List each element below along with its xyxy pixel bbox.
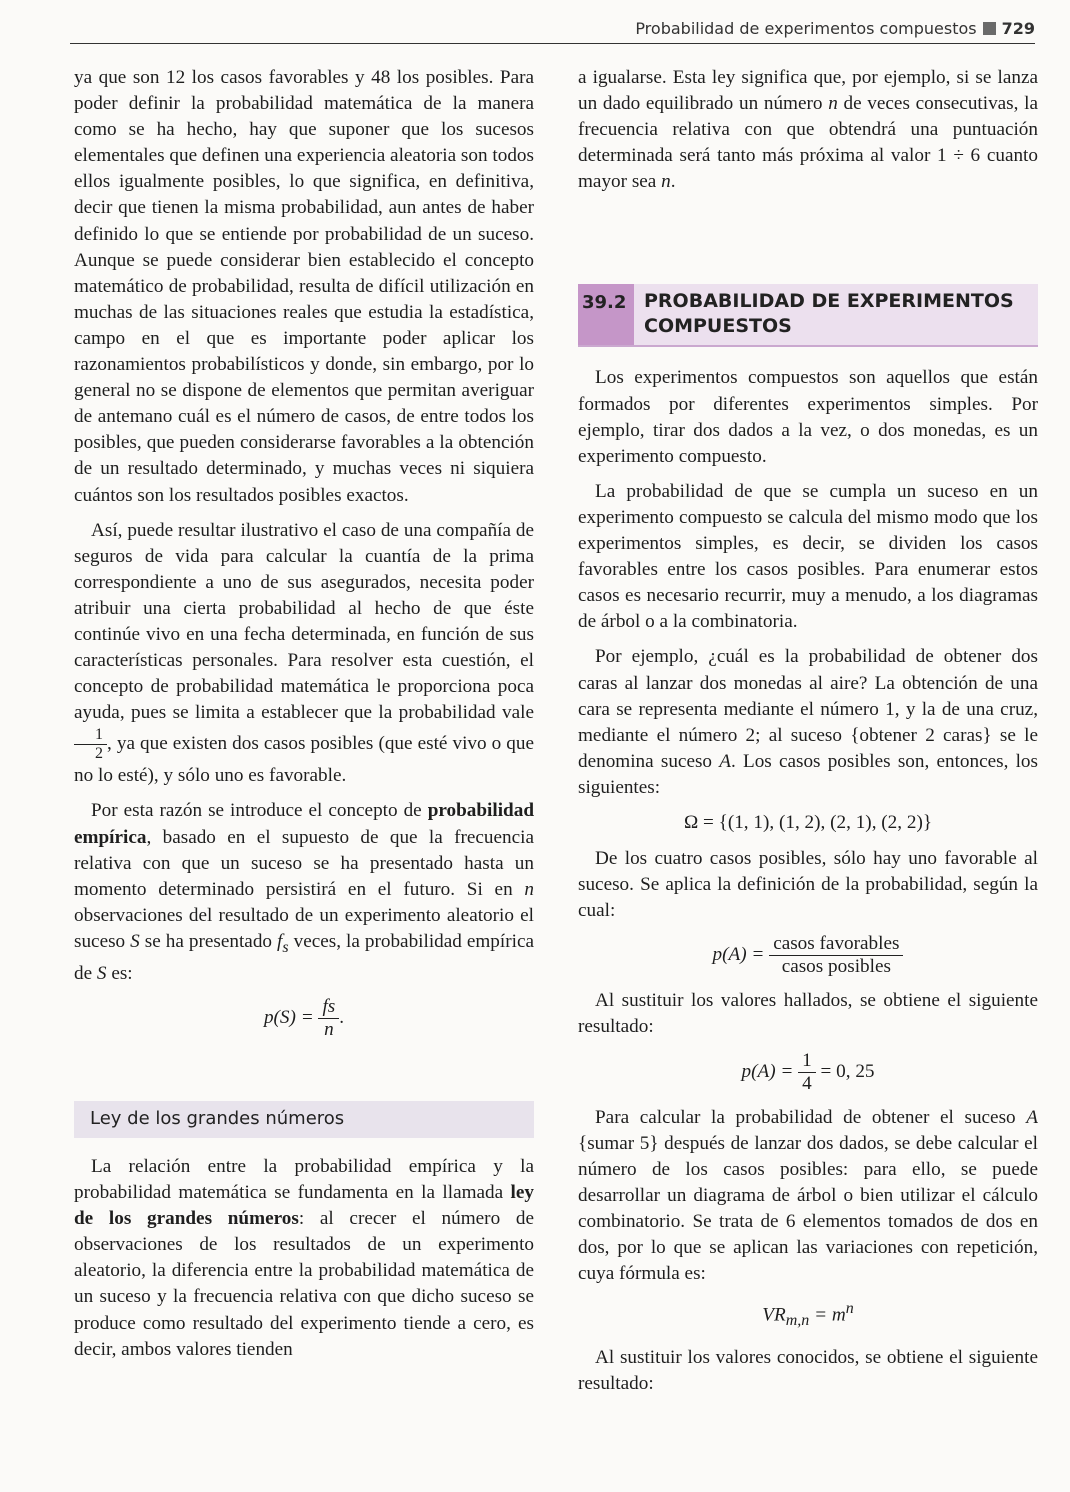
formula-sample-space: Ω = {(1, 1), (1, 2), (2, 1), (2, 2)}	[683, 811, 933, 833]
running-title: Probabilidad de experimentos compuestos	[635, 19, 977, 38]
right-column	[578, 65, 1038, 1406]
subheading: Ley de los grandes números	[74, 1101, 534, 1138]
paragraph: a igualarse. Esta ley significa que, por ejemplo, si se lanza un dado equilibrado un número n de veces consecutivas, la frecuencia relativa con que obtendrá una puntuación determinada será tanto más próxima al valor 1 ÷ 6 cuanto mayor sea n.	[578, 67, 1038, 193]
paragraph: De los cuatro casos posibles, sólo hay uno favorable al suceso. Se aplica la definición de la probabilidad, según la cual:	[578, 848, 1038, 922]
section-number: 39.2	[578, 284, 634, 345]
running-header	[70, 18, 1035, 44]
term-ley-grandes-numeros: ley de los grandes números	[74, 1182, 534, 1230]
section-heading	[578, 284, 1038, 347]
paragraph: La probabilidad de que se cumpla un suceso en un experimento compuesto se calcula del mismo modo que los experimentos simples, es decir, se dividen los casos favorables entre los casos posibles. Para enumerar estos casos es necesario recurrir, muy a menudo, a los diagramas de árbol o a la combinatoria.	[578, 480, 1038, 633]
paragraph: ya que son 12 los casos favorables y 48 los posibles. Para poder definir la probabilidad matemática de la manera como se ha hecho, hay que suponer que los sucesos elementales que definen una experiencia aleatoria son todos ellos igualmente posibles, lo que significa, en definitiva, decir que tienen la misma probabilidad, aun antes de haber definido lo que se entiende por probabilidad de un suceso. Aunque se puede considerar bien establecido el concepto matemático de probabilidad, resulta de difícil utilización en muchas de las situaciones reales que estudia la estadística, campo en el que es importante poder aplicar los razonamientos probabilísticos y donde, sin embargo, por lo general no se dispone de elementos que permitan averiguar de antemano cuál es el número de casos, de entre todos los posibles, que pueden considerarse favorables a la obtención de un resultado determinado, y muchas veces ni siquiera cuántos son los resultados posibles exactos.	[74, 67, 534, 506]
term-probabilidad-empirica: probabilidad empírica	[74, 800, 534, 848]
square-bullet-icon	[983, 22, 996, 35]
formula-variations-repetition: $VR_{m,n} = m^n$	[762, 1300, 854, 1330]
fraction-one-half: $\frac{1}{2}$	[74, 726, 107, 763]
left-column	[74, 65, 534, 1372]
paragraph: Al sustituir los valores hallados, se obtiene el siguiente resultado:	[578, 990, 1038, 1038]
paragraph: Al sustituir los valores conocidos, se obtiene el siguiente resultado:	[578, 1346, 1038, 1394]
paragraph: Para calcular la probabilidad de obtener el suceso A {sumar 5} después de lanzar dos dados, se debe calcular el número de los casos posibles: para ello, se puede desarrollar un diagrama de árbol o bien utilizar el cálculo combinatorio. Se trata de 6 elementos tomados de dos en dos, por lo que se aplican las variaciones con repetición, cuya fórmula es:	[578, 1106, 1038, 1285]
paragraph: Así, puede resultar ilustrativo el caso de una compañía de seguros de vida para calcular la cuantía de la prima correspondiente a uno de sus asegurados, necesita poder atribuir una cierta probabilidad al hecho de que éste continúe vivo en una fecha determinada, en función de sus características personales. Para resolver esta cuestión, el concepto de probabilidad matemática le proporciona poca ayuda, pues se limita a establecer que la probabilidad vale $\frac{1}{2}$ , ya que existen dos casos posibles (que esté vivo o que no lo esté), y sólo uno es favorable.	[74, 519, 534, 787]
section-title: PROBABILIDAD DE EXPERIMENTOS COMPUESTOS	[634, 284, 1038, 345]
page-number: 729	[1001, 19, 1035, 38]
formula-empirical-probability: p(S) = $\frac{fs}{n}$ .	[263, 995, 345, 1040]
paragraph: La relación entre la probabilidad empírica y la probabilidad matemática se fundamenta en la llamada ley de los grandes números: al crecer el número de observaciones de los resultados de un experimento aleatorio, la diferencia entre la probabilidad matemática de un suceso y la frecuencia relativa con que dicho suceso se produce como resultado del experimento tiende a cero, es decir, ambos valores tienden	[74, 1156, 534, 1360]
formula-probability-definition: p(A) = $\frac{\text{casos favorables}}{\text{casos posibles}}$	[578, 933, 1038, 978]
paragraph: Por ejemplo, ¿cuál es la probabilidad de obtener dos caras al lanzar dos monedas al aire? La obtención de una cara se representa mediante el número 1, y la de una cruz, mediante el número 2; al suceso {obtener 2 caras} se le denomina suceso A. Los casos posibles son, entonces, los siguientes:	[578, 646, 1038, 798]
paragraph: Por esta razón se introduce el concepto de probabilidad empírica, basado en el supuesto de que la frecuencia relativa con que un suceso se ha presentado hasta un momento determinado persistirá en el futuro. Si en n observaciones del resultado de un experimento aleatorio el suceso S se ha presentado $f_s$ veces, la probabilidad empírica de S es:	[74, 800, 534, 984]
paragraph: Los experimentos compuestos son aquellos que están formados por diferentes experimentos simples. Por ejemplo, tirar dos dados a la vez, o dos monedas, es un experimento compuesto.	[578, 367, 1038, 467]
formula-probability-result: p(A) = $\frac{1}{4}$ = 0, 25	[741, 1049, 875, 1094]
